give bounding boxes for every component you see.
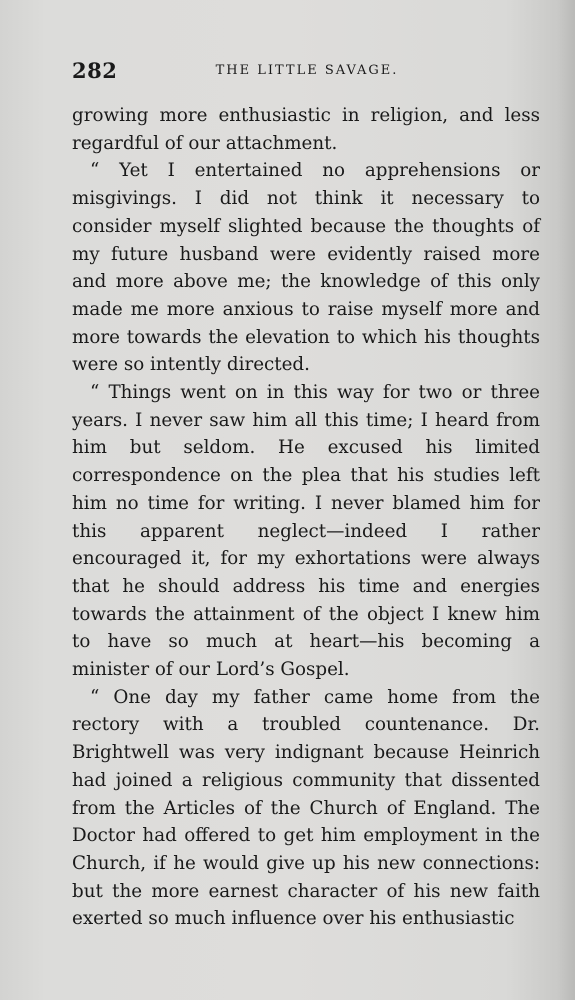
paragraph: “ One day my father came home from the rectory with a troubled countenance. Dr. Brightwell was very indignant because Heinrich had joined a religious community that dissented from the Articles of the Church of England. The Doctor had offered to get him employment in the Church, if he would give up his new connections: but the more earnest character of his new faith exerted so much influence over his enthusiastic [72,686,540,930]
paragraph: “ Yet I entertained no apprehensions or misgivings. I did not think it necessary to consider myself slighted because the thoughts of my future husband were evidently raised more and more above me; the knowledge of this only made me more anxious to raise myself more and more towards the elevation to which his thoughts were so intently directed. [72,160,540,376]
page-number: 282 [72,58,118,83]
body-text [72,102,540,933]
running-head: THE LITTLE SAVAGE. [215,63,399,78]
paragraph: growing more enthusiastic in religion, and less regardful of our attachment. [72,105,540,154]
paragraph: “ Things went on in this way for two or three years. I never saw him all this time; I heard from him but seldom. He excused his limited correspondence on the plea that his studies left him no time for writing. I never blamed him for this apparent neglect—indeed I rather encouraged it, for my exhortations were always that he should address his time and energies towards the attainment of the object I knew him to have so much at heart—his becoming a minister of our Lord’s Gospel. [72,382,540,681]
page-header [72,58,542,84]
